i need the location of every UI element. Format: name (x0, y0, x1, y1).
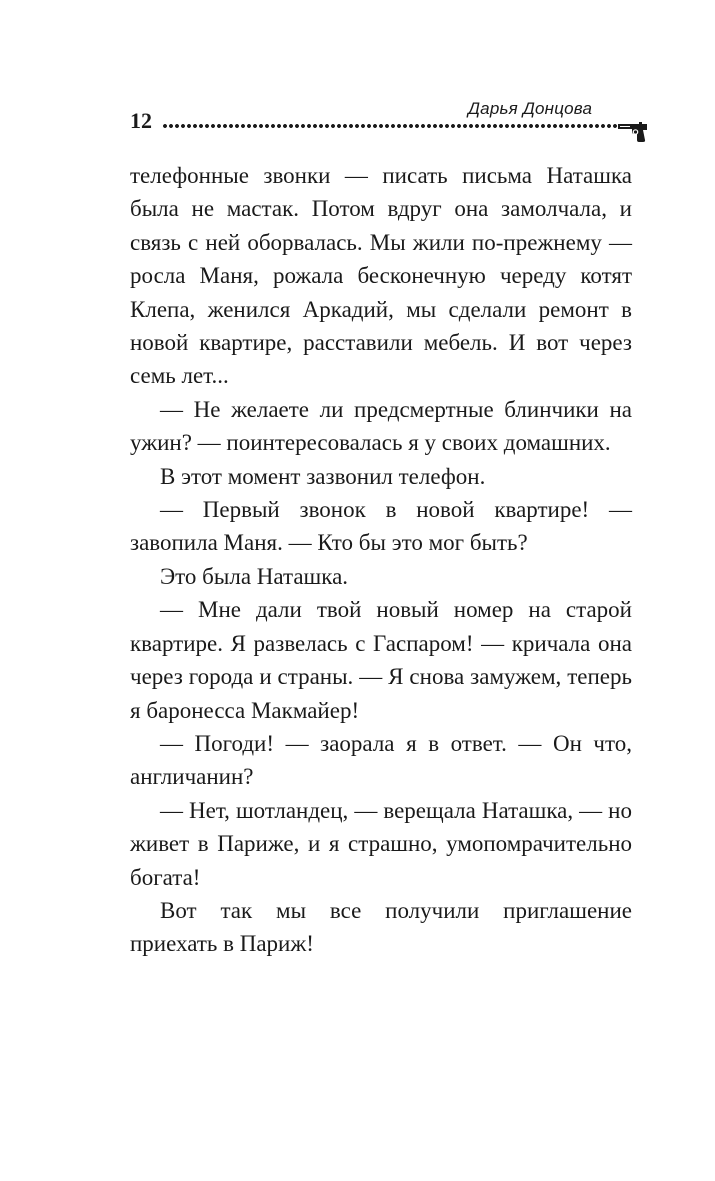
paragraph: телефонные звонки — писать письма Наташка была не мастак. Потом вдруг она замолчала, и связь с ней оборвалась. Мы жили по-прежнему — росла Маня, рожала бесконечную череду котят Клепа, женился Аркадий, мы сделали ремонт в новой квартире, расставили мебель. И вот через семь лет... (130, 163, 632, 389)
revolver-icon (618, 121, 652, 143)
paragraph: В этот момент зазвонил телефон. (160, 463, 486, 489)
page-body-text (130, 159, 632, 961)
dotted-leader (162, 124, 620, 128)
paragraph: — Нет, шотландец, — верещала Наташка, — но живет в Париже, и я страшно, умопомрачительно богата! (130, 797, 632, 890)
paragraph: — Погоди! — заорала я в ответ. — Он что, англичанин? (130, 730, 632, 790)
paragraph: — Первый звонок в новой квартире! — завопила Маня. — Кто бы это мог быть? (130, 497, 632, 556)
page-number: 12 (130, 108, 152, 133)
author-name: Дарья Донцова (468, 99, 593, 118)
paragraph: — Не желаете ли предсмертные блинчики на ужин? — поинтересовалась я у своих домашних. (130, 396, 632, 456)
paragraph: Это была Наташка. (160, 563, 349, 589)
paragraph: Вот так мы все получили приглашение приехать в Париж! (130, 897, 632, 957)
running-header (130, 96, 655, 146)
paragraph: — Мне дали твой новый номер на старой квартире. Я развелась с Гаспаром! — кричала она через города и страны. — Я снова замужем, теперь я баронесса Макмайер! (130, 597, 632, 723)
